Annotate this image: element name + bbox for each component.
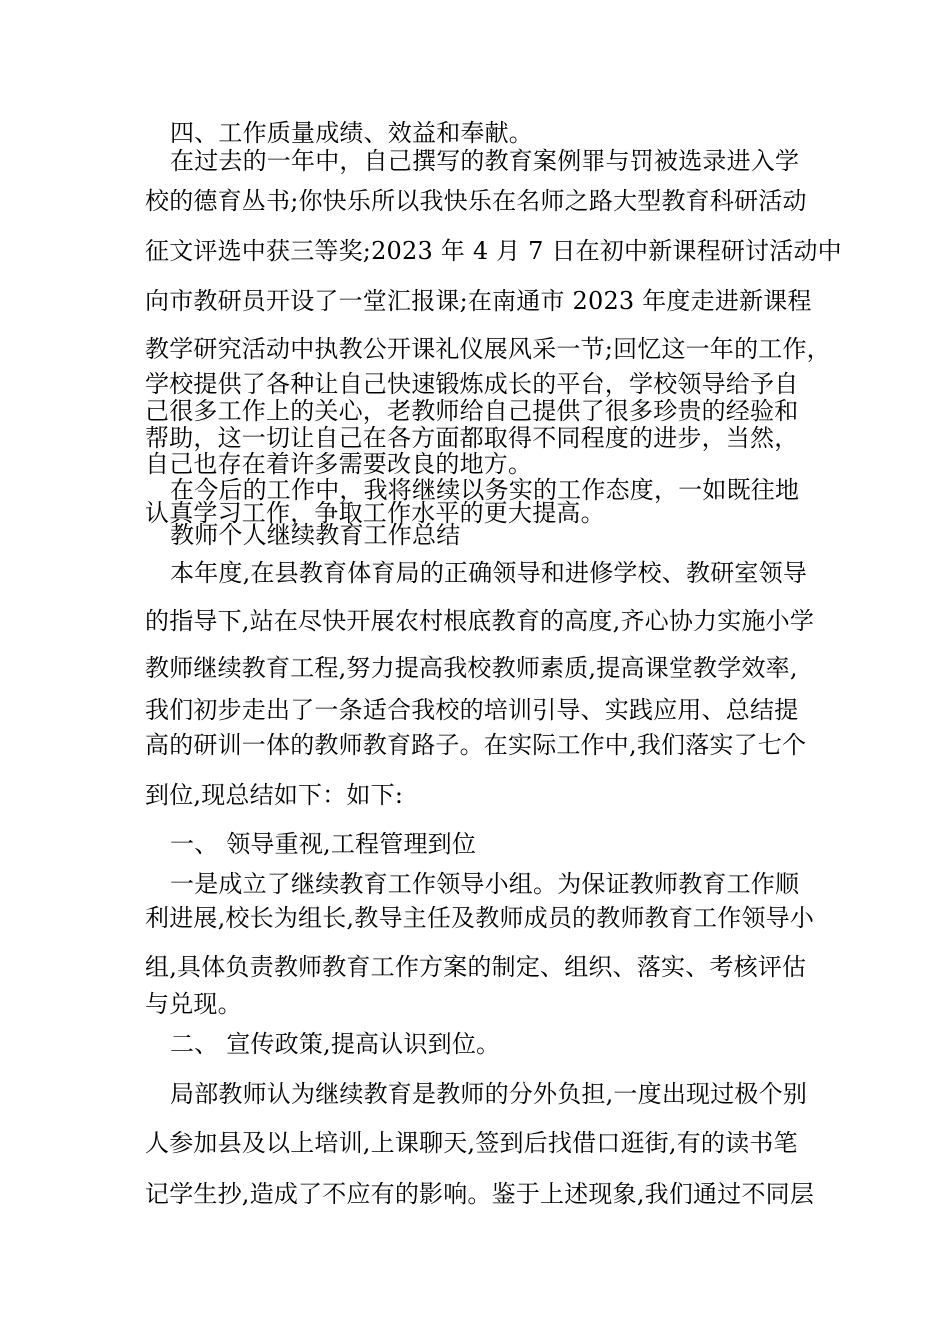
paragraph-line: 校的德育丛书;你快乐所以我快乐在名师之路大型教育科研活动 [145,187,807,215]
paragraph-line: 教师继续教育工程,努力提高我校教师素质,提高课堂教学效率, [145,654,798,682]
paragraph-line: 我们初步走出了一条适合我校的培训引导、实践应用、总结提 [145,696,799,724]
paragraph-line: 利进展,校长为组长,教导主任及教师成员的教师教育工作领导小 [145,904,815,932]
document-title: 教师个人继续教育工作总结 [170,521,461,549]
paragraph-line: 人参加县及以上培训,上课聊天,签到后找借口逛街,有的读书笔 [145,1129,798,1157]
section-heading-4: 四、工作质量成绩、效益和奉献。 [170,119,533,147]
paragraph-line: 学校提供了各种让自己快速锻炼成长的平台，学校领导给予自 [145,370,799,398]
paragraph-line: 认真学习工作，争取工作水平的更大提高。 [145,499,605,527]
paragraph-line: 帮助，这一切让自己在各方面都取得不同程度的进步，当然， [145,424,799,452]
paragraph-line: 在过去的一年中，自己撰写的教育案例罪与罚被选录进入学 [170,147,800,175]
section-heading-2: 二、 宣传政策,提高认识到位。 [170,1030,501,1058]
paragraph-line: 的指导下,站在尽快开展农村根底教育的高度,齐心协力实施小学 [145,607,815,635]
paragraph-line: 己很多工作上的关心，老教师给自己提供了很多珍贵的经验和 [145,397,799,425]
paragraph-line: 与兑现。 [145,990,242,1018]
paragraph-line: 教学研究活动中执教公开课礼仪展风采一节;回忆这一年的工作， [145,335,831,363]
paragraph-line: 高的研训一体的教师教育路子。在实际工作中,我们落实了七个 [145,731,807,759]
paragraph-line: 组,具体负责教师教育工作方案的制定、组织、落实、考核评估 [145,953,807,981]
paragraph-line: 本年度,在县教育体育局的正确领导和进修学校、教研室领导 [170,559,808,587]
paragraph-line: 一是成立了继续教育工作领导小组。为保证教师教育工作顺 [170,870,800,898]
section-heading-1: 一、 领导重视,工程管理到位 [170,830,477,858]
paragraph-line: 局部教师认为继续教育是教师的分外负担,一度出现过极个别 [170,1080,808,1108]
paragraph-line: 自己也存在着许多需要改良的地方。 [145,450,533,478]
paragraph-line: 在今后的工作中，我将继续以务实的工作态度，一如既往地 [170,476,800,504]
paragraph-line: 记学生抄,造成了不应有的影响。鉴于上述现象,我们通过不同层 [145,1180,815,1208]
paragraph-line: 向市教研员开设了一堂汇报课;在南通市 2023 年度走进新课程 [145,287,812,315]
paragraph-line: 到位,现总结如下：如下: [145,781,404,809]
paragraph-line: 征文评选中获三等奖;2023 年 4 月 7 日在初中新课程研讨活动中 [145,237,842,265]
